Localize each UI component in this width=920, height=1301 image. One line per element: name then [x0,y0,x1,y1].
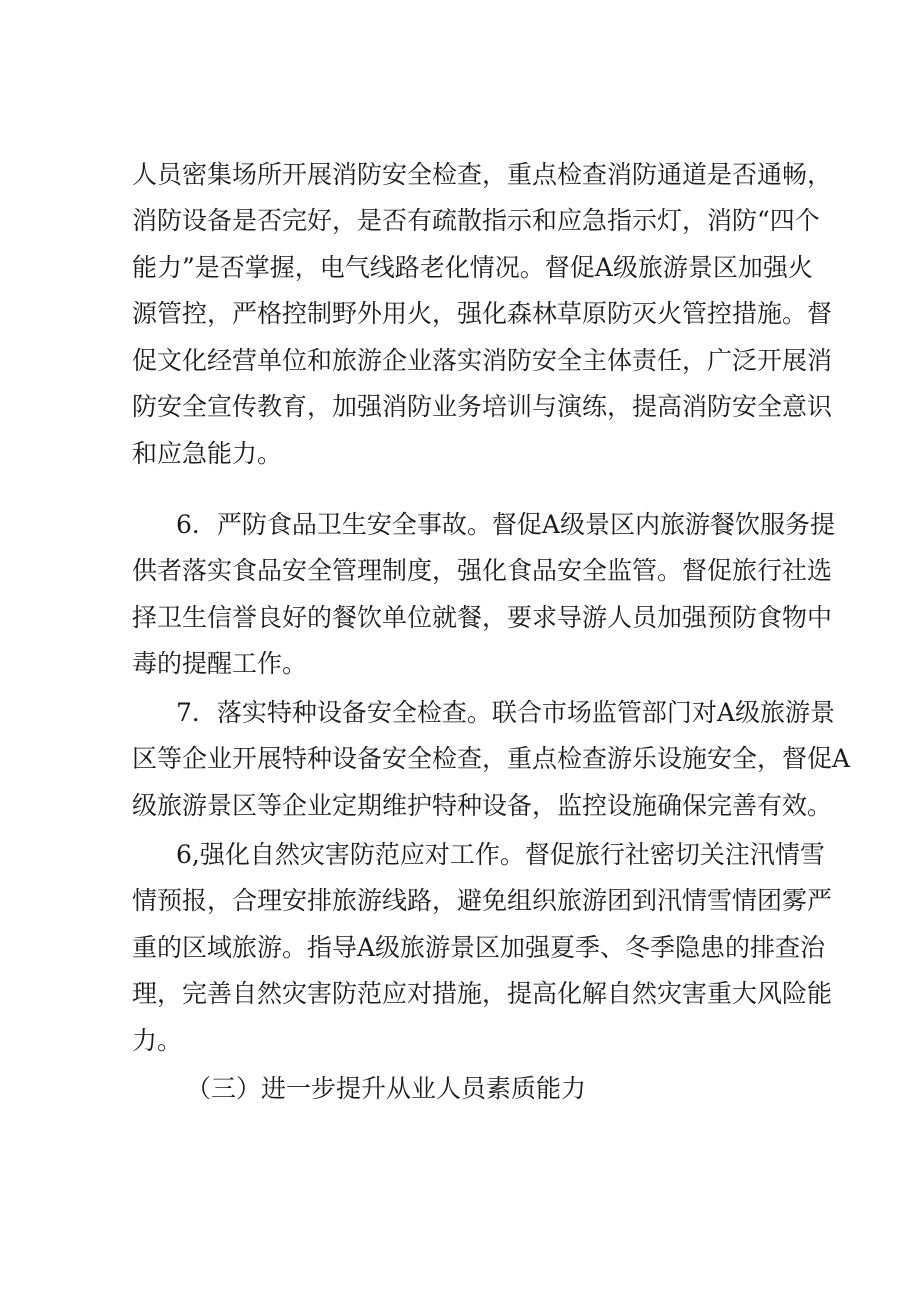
section-heading: （三）进一步提升从业人员素质能力 [186,1074,587,1103]
text-line: 促文化经营单位和旅游企业落实消防安全主体责任，广泛开展消 [132,346,833,375]
text-line: 重的区域旅游。指导A级旅游景区加强夏季、冬季隐患的排查治 [132,933,826,962]
text-line: 情预报，合理安排旅游线路，避免组织旅游团到汛情雪情团雾严 [132,886,833,915]
text-line: 人员密集场所开展消防安全检查，重点检查消防通道是否通畅， [132,160,833,189]
text-line: 级旅游景区等企业定期维护特种设备，监控设施确保完善有效。 [132,791,833,820]
text-line: 和应急能力。 [132,439,283,468]
text-line: 毒的提醒工作。 [132,649,308,678]
text-line: 能力”是否掌握，电气线路老化情况。督促A级旅游景区加强火 [132,253,813,282]
text-line: 6,强化自然灾害防范应对工作。督促旅行社密切关注汛情雪 [176,840,825,869]
text-line: 防安全宣传教育，加强消防业务培训与演练，提高消防安全意识 [132,392,833,421]
text-line: 7．落实特种设备安全检查。联合市场监管部门对A级旅游景 [176,698,835,727]
text-line: 理，完善自然灾害防范应对措施，提高化解自然灾害重大风险能 [132,979,833,1008]
text-line: 源管控，严格控制野外用火，强化森林草原防灭火管控措施。督 [132,299,833,328]
text-line: 择卫生信誉良好的餐饮单位就餐，要求导游人员加强预防食物中 [132,603,833,632]
text-line: 消防设备是否完好，是否有疏散指示和应急指示灯，消防“四个 [132,206,820,235]
text-line: 6．严防食品卫生安全事故。督促A级景区内旅游餐饮服务提 [176,510,835,539]
text-line: 区等企业开展特种设备安全检查，重点检查游乐设施安全，督促A [132,744,851,773]
text-line: 供者落实食品安全管理制度，强化食品安全监管。督促旅行社选 [132,556,833,585]
text-line: 力。 [132,1026,183,1055]
